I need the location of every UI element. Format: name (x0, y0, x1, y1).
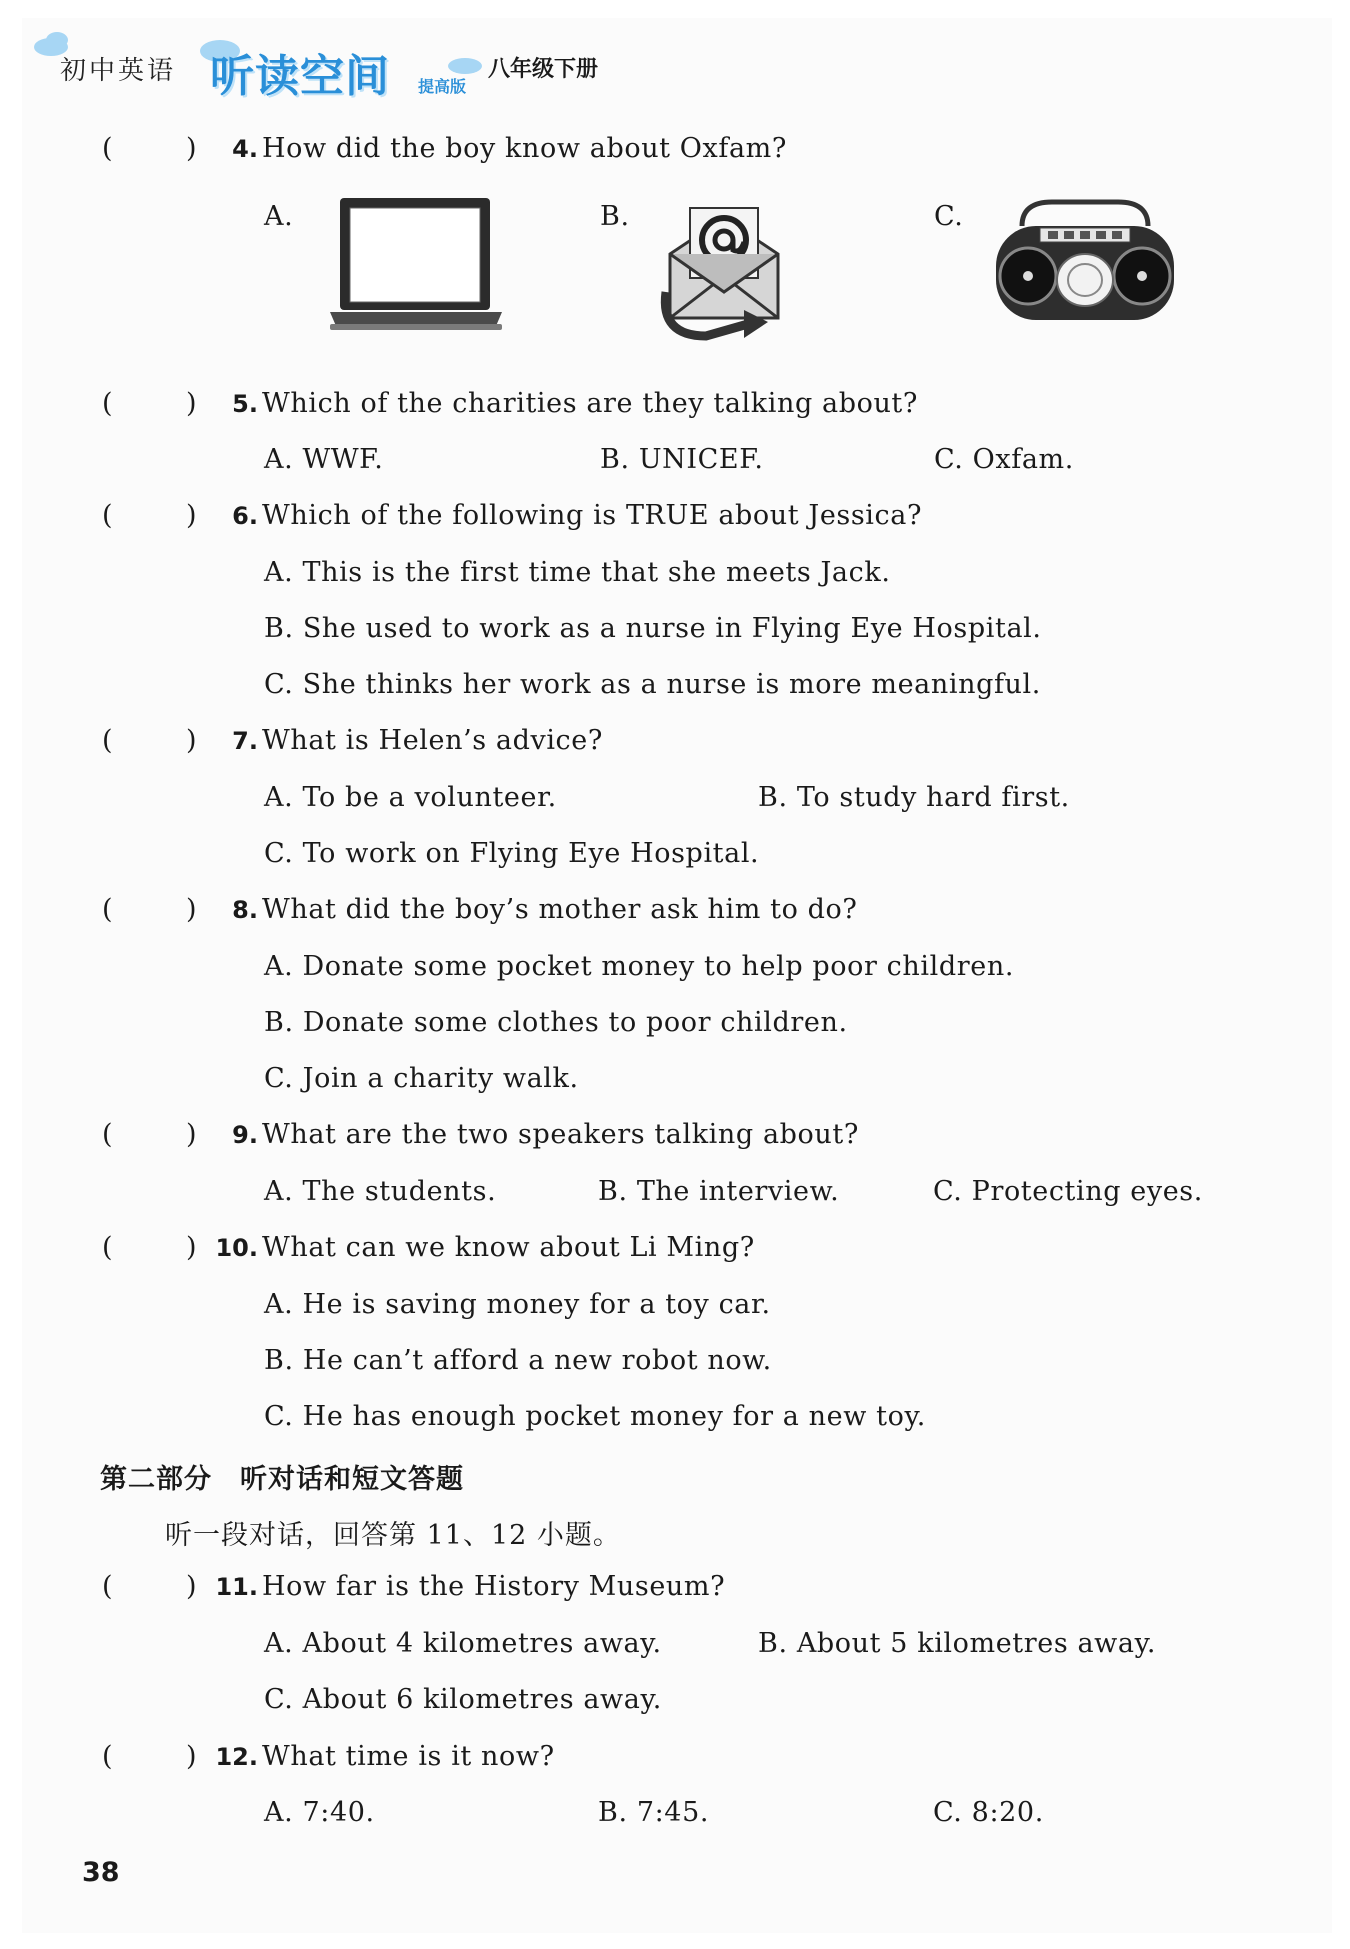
answer-paren-open: ( (102, 894, 113, 925)
option-c (264, 1400, 926, 1434)
radio-image (992, 196, 1178, 326)
option-a (264, 1288, 771, 1322)
question-text: How far is the History Museum? (262, 1571, 726, 1602)
option-label: C. (264, 838, 294, 869)
question-text: Which of the charities are they talking about? (262, 388, 918, 419)
question-number: 7. (232, 727, 258, 755)
option-text: UNICEF. (638, 444, 764, 475)
section-instruction: 听一段对话，回答第 11、12 小题。 (165, 1520, 621, 1551)
option-c (264, 1062, 579, 1096)
option-b (264, 612, 1042, 646)
cloud-decoration (46, 32, 68, 48)
answer-paren-open: ( (102, 500, 113, 531)
option-label: C. (264, 1684, 294, 1715)
answer-paren-open: ( (102, 725, 113, 756)
option-label: A. (264, 951, 294, 982)
option-c (264, 668, 1041, 702)
option-text: WWF. (302, 444, 384, 475)
answer-paren-close: ) (186, 1741, 197, 1772)
question-number: 12. (215, 1743, 258, 1771)
option-text: She used to work as a nurse in Flying Eye Hospital. (302, 613, 1042, 644)
option-label: C. (264, 1401, 294, 1432)
option-b (758, 1627, 1156, 1661)
option-c (933, 1796, 1044, 1830)
option-text: Donate some clothes to poor children. (302, 1007, 848, 1038)
option-text: To be a volunteer. (302, 782, 557, 813)
option-a (264, 1175, 496, 1209)
option-label: A. (264, 557, 294, 588)
answer-paren-close: ) (186, 500, 197, 531)
option-label: B. (598, 1176, 628, 1207)
option-text: This is the first time that she meets Jack. (302, 557, 891, 588)
option-label: B. (758, 782, 788, 813)
option-text: She thinks her work as a nurse is more meaningful. (302, 669, 1041, 700)
option-label: A. (264, 1628, 294, 1659)
option-text: The students. (302, 1176, 497, 1207)
option-label: C. (264, 1063, 294, 1094)
question-text: Which of the following is TRUE about Jessica? (262, 500, 923, 531)
option-text: He is saving money for a toy car. (302, 1289, 771, 1320)
option-label-b: B. (600, 201, 630, 232)
option-text: About 6 kilometres away. (302, 1684, 662, 1715)
option-text: About 5 kilometres away. (796, 1628, 1157, 1659)
option-text: About 4 kilometres away. (302, 1628, 662, 1659)
question-text: What are the two speakers talking about? (262, 1119, 859, 1150)
option-c (264, 1683, 662, 1717)
option-c (933, 1175, 1203, 1209)
option-label: A. (264, 1289, 294, 1320)
question-text: What can we know about Li Ming? (262, 1232, 755, 1263)
option-text: 7:40. (302, 1797, 375, 1828)
answer-paren-close: ) (186, 1119, 197, 1150)
option-a (264, 556, 891, 590)
question-number: 8. (232, 896, 258, 924)
option-b (264, 1344, 772, 1378)
option-text: Protecting eyes. (971, 1176, 1203, 1207)
answer-paren-open: ( (102, 133, 113, 164)
option-text: He can’t afford a new robot now. (302, 1345, 772, 1376)
option-label: A. (264, 444, 294, 475)
answer-paren-close: ) (186, 725, 197, 756)
question-text: What is Helen’s advice? (262, 725, 603, 756)
option-text: Join a charity walk. (302, 1063, 579, 1094)
brand-logo-text: 听读空间 (210, 51, 390, 102)
option-a (264, 1796, 375, 1830)
option-text: To work on Flying Eye Hospital. (302, 838, 760, 869)
answer-paren-close: ) (186, 894, 197, 925)
option-c (934, 443, 1074, 477)
question-text: What time is it now? (262, 1741, 555, 1772)
section-heading: 第二部分 听对话和短文答题 (100, 1464, 464, 1495)
option-b (598, 1175, 839, 1209)
option-label-a: A. (264, 201, 294, 232)
option-a (264, 443, 383, 477)
option-label: B. (600, 444, 630, 475)
option-label: B. (758, 1628, 788, 1659)
page-header (60, 36, 660, 106)
question-number: 4. (232, 135, 258, 163)
option-a (264, 1627, 662, 1661)
answer-paren-close: ) (186, 388, 197, 419)
option-label: B. (264, 1007, 294, 1038)
option-label: C. (933, 1797, 963, 1828)
question-number: 6. (232, 502, 258, 530)
page-number: 38 (82, 1857, 120, 1888)
option-b (598, 1796, 709, 1830)
option-text: Oxfam. (972, 444, 1074, 475)
answer-paren-open: ( (102, 1571, 113, 1602)
question-text: How did the boy know about Oxfam? (262, 133, 787, 164)
answer-paren-close: ) (186, 1232, 197, 1263)
answer-paren-open: ( (102, 1119, 113, 1150)
option-label-c: C. (934, 201, 964, 232)
question-text: What did the boy’s mother ask him to do? (262, 894, 858, 925)
option-label: C. (933, 1176, 963, 1207)
option-b (600, 443, 764, 477)
option-text: Donate some pocket money to help poor children. (302, 951, 1015, 982)
edition-label: 提高版 (418, 77, 467, 96)
option-label: B. (264, 1345, 294, 1376)
laptop-image (326, 196, 506, 334)
answer-paren-open: ( (102, 1741, 113, 1772)
option-label: A. (264, 1176, 294, 1207)
series-title: 初中英语 (60, 56, 177, 86)
option-text: 8:20. (971, 1797, 1044, 1828)
question-number: 10. (215, 1234, 258, 1262)
option-label: A. (264, 782, 294, 813)
option-a (264, 781, 557, 815)
option-text: To study hard first. (796, 782, 1070, 813)
answer-paren-close: ) (186, 1571, 197, 1602)
option-a (264, 950, 1014, 984)
cloud-decoration (448, 58, 482, 74)
option-text: The interview. (636, 1176, 840, 1207)
option-label: B. (598, 1797, 628, 1828)
option-text: 7:45. (636, 1797, 710, 1828)
option-b (758, 781, 1070, 815)
question-number: 11. (215, 1573, 258, 1601)
option-b (264, 1006, 848, 1040)
email-image (656, 196, 792, 346)
option-label: B. (264, 613, 294, 644)
option-c (264, 837, 759, 871)
answer-paren-open: ( (102, 1232, 113, 1263)
option-label: C. (264, 669, 294, 700)
answer-paren-close: ) (186, 133, 197, 164)
answer-paren-open: ( (102, 388, 113, 419)
option-label: A. (264, 1797, 294, 1828)
option-text: He has enough pocket money for a new toy. (302, 1401, 926, 1432)
grade-label: 八年级下册 (488, 57, 599, 82)
question-number: 9. (232, 1121, 258, 1149)
option-label: C. (934, 444, 964, 475)
question-number: 5. (232, 390, 258, 418)
